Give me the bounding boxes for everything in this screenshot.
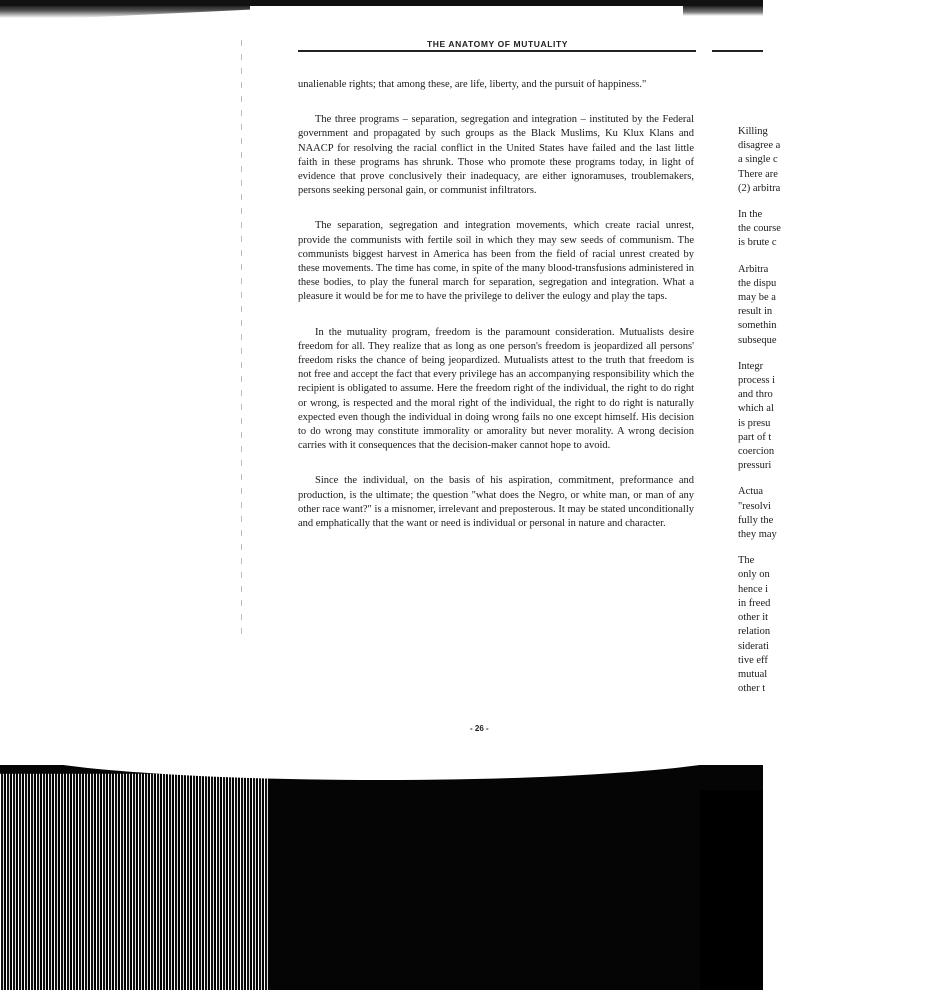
text-line: other t [738,683,766,695]
text-line: Arbitra [738,263,769,275]
page-gutter [241,40,242,640]
next-page-paragraph [738,360,938,474]
paragraph: Since the individual, on the basis of his aspiration, commitment, preformance and production, is the ultimate; the question "what does the Negro, or white man, or man of any other race want?" is a misnomer, irrelevant and preposterous. It may be stated unconditionally and emphatically that the want or need is individual or personal in nature and character. [298,475,694,530]
paragraph: unalienable rights; that among these, are life, liberty, and the pursuit of happiness." [298,79,647,90]
header-rule [298,50,696,52]
text-line: Killing [738,126,768,137]
text-line: a single c [738,154,778,166]
text-line: disagree a [738,140,781,152]
text-line: they may [738,529,777,541]
next-page-paragraph [738,125,938,196]
scan-shadow-top-right [683,6,763,16]
text-line: coercion [738,446,775,458]
text-line: only on [738,569,770,581]
text-line: tive eff [738,654,768,666]
text-line: The [738,555,755,567]
text-line: (2) arbitra [738,182,781,194]
text-line: siderati [738,640,769,652]
next-page-paragraph [738,208,938,251]
text-line: subseque [738,334,777,346]
paragraph: The separation, segregation and integration movements, which create racial unrest, provide the communists with fertile soil in which they may sew seeds of communism. The communists biggest harvest in America has been from the field of racial unrest created by these movements. The time has come, in spite of the many blood-transfusions administered in these bodies, to play the funeral march for separation, segregation and integration. What a pleasure it would be for me to have the privilege to deliver the eulogy and play the taps. [298,220,694,303]
page-number: - 26 - [470,724,489,733]
next-page-column [738,125,938,708]
text-line: somethin [738,320,777,332]
text-line: in freed [738,597,771,609]
text-line: process i [738,375,776,387]
text-line: is presu [738,417,771,429]
text-line: Integr [738,360,764,372]
next-page-paragraph [738,485,938,542]
running-head: THE ANATOMY OF MUTUALITY [426,39,569,49]
next-page-paragraph [738,263,938,348]
scan-page-edges [0,760,270,990]
text-line: relation [738,626,771,638]
main-text-column [298,78,694,552]
text-line: mutual [738,668,768,680]
text-line: There are [738,168,778,180]
header-rule-next-page [712,50,763,52]
text-line: result in [738,306,773,318]
text-line: may be a [738,292,776,304]
text-line: "resolvi [738,500,771,512]
text-line: and thro [738,389,773,401]
paragraph: In the mutuality program, freedom is the paramount consideration. Mutualists desire freedom for all. They realize that as long as one person's freedom is jeopardized all persons' freedom risks the chance of being jeopardized. Mutualists attest to the truth that freedom is not free and accept the fact that every privilege has an accompanying responsibility which the recipient is obligated to assume. Here the freedom right of the individual, the right to do right or wrong, is respected and the moral right of the individual, the right to do right is naturally expected even though the individual in doing wrong fails no one except himself. His decision to do wrong may constitute immorality or amorality but never morality. A wrong decision carries with it consequences that the decision-maker cannot hope to avoid. [298,326,694,452]
text-line: fully the [738,514,774,526]
text-line: Actua [738,486,764,498]
text-line: In the [738,209,763,221]
text-line: which al [738,403,774,415]
text-line: hence i [738,583,769,595]
text-line: the course [738,223,781,235]
next-page-paragraph [738,554,938,696]
scan-shadow-bottom-right [700,790,763,990]
text-line: is brute c [738,237,777,249]
text-line: the dispu [738,277,777,289]
scan-shadow-top-left [0,6,250,18]
text-line: part of t [738,431,772,443]
text-line: other it [738,612,769,624]
scan-border-top [0,0,763,6]
paragraph: The three programs – separation, segregation and integration – instituted by the Federal government and propagated by such groups as the Black Muslims, Ku Klux Klans and NAACP for resolving the racial conflict in the United States have failed and the last little faith in these programs has shrunk. Those who promote these programs today, in light of evidence that prove conclusively their inadequacy, are either ignoramuses, troublemakers, persons seeking personal gain, or communist infiltrators. [298,114,694,197]
text-line: pressuri [738,460,772,472]
